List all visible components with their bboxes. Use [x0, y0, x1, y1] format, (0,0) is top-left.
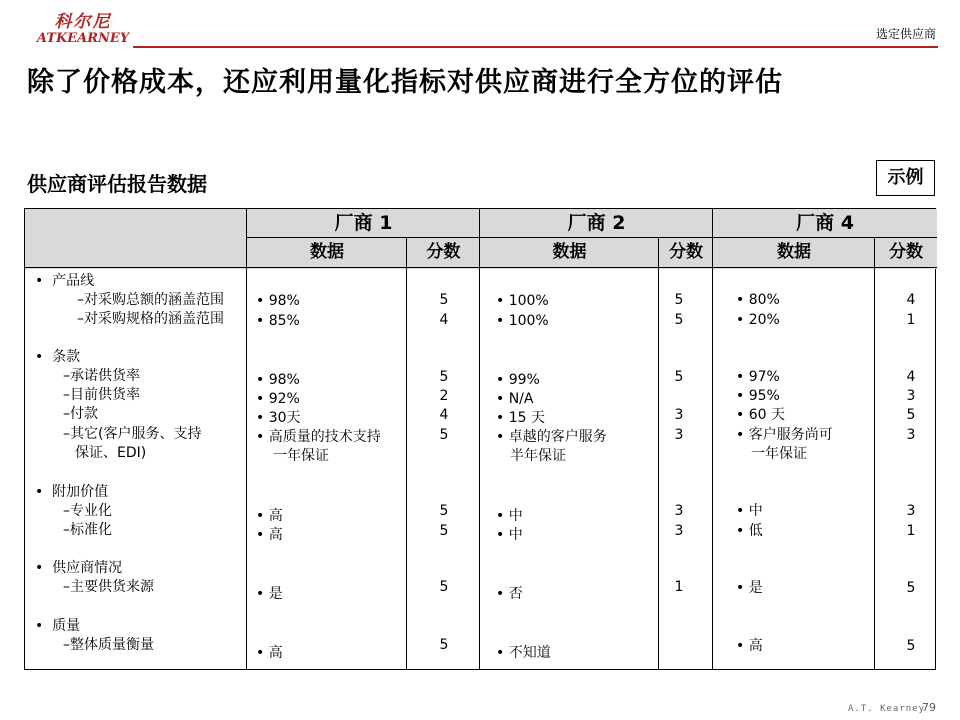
vendor4-score: 3: [906, 388, 916, 404]
vendor2-score: 5: [674, 369, 684, 385]
logo-chinese-text: 科尔尼: [54, 12, 112, 32]
vendor2-data: • 不知道: [496, 645, 551, 661]
vendor2-score: 5: [674, 292, 684, 308]
vendor4-data-cont: 一年保证: [751, 446, 807, 462]
vendor1-data: • 高: [256, 527, 283, 543]
vendor1-score: 5: [439, 503, 449, 519]
vendor1-data: • 高: [256, 645, 283, 661]
criteria-item: –对采购总额的涵盖范围: [77, 292, 224, 308]
vendor2-score: 3: [674, 503, 684, 519]
table-subtitle: 供应商评估报告数据: [27, 172, 207, 196]
vendor1-data: • 85%: [256, 313, 300, 329]
criteria-item: –专业化: [63, 503, 112, 519]
vendor2-data: • 100%: [496, 313, 549, 329]
vendor4-data: • 95%: [736, 388, 780, 404]
vendor4-data: • 低: [736, 523, 763, 539]
vendor4-score: 3: [906, 503, 916, 519]
col-header-data: 数据: [777, 242, 811, 262]
vendor2-score: 3: [674, 407, 684, 423]
criteria-item-cont: 保证、EDI): [75, 445, 147, 461]
col-divider: [246, 209, 247, 669]
col-header-score: 分数: [889, 242, 923, 262]
vendor1-score: 4: [439, 312, 449, 328]
col-divider: [658, 237, 659, 669]
vendor1-score: 5: [439, 427, 449, 443]
vendor2-data: • N/A: [496, 391, 534, 407]
supplier-evaluation-table: [24, 208, 936, 670]
vendor4-score: 1: [906, 312, 916, 328]
vendor4-score: 3: [906, 427, 916, 443]
vendor-header: 厂商 2: [567, 212, 626, 234]
vendor2-score: 3: [674, 427, 684, 443]
vendor1-data: • 98%: [256, 372, 300, 388]
criteria-item: –付款: [63, 406, 98, 422]
vendor4-score: 5: [906, 638, 916, 654]
col-header-data: 数据: [310, 242, 344, 262]
col-header-score: 分数: [426, 242, 461, 262]
criteria-category: • 产品线: [35, 273, 95, 289]
vendor2-data: • 中: [496, 508, 523, 524]
vendor1-data: • 高: [256, 508, 283, 524]
vendor4-score: 4: [906, 369, 916, 385]
vendor4-score: 4: [906, 292, 916, 308]
criteria-item: –其它(客户服务、支持: [63, 426, 202, 442]
criteria-category: • 质量: [35, 618, 81, 634]
col-divider: [479, 209, 480, 669]
vendor1-score: 4: [439, 407, 449, 423]
vendor4-data: • 客户服务尚可: [736, 427, 833, 443]
vendor2-data-cont: 半年保证: [510, 448, 566, 464]
vendor2-data: • 卓越的客户服务: [496, 429, 607, 445]
vendor4-score: 1: [906, 523, 916, 539]
vendor2-data: • 否: [496, 586, 523, 602]
example-badge: 示例: [876, 160, 935, 196]
vendor-header: 厂商 1: [334, 212, 393, 234]
criteria-item: –整体质量衡量: [63, 637, 154, 653]
vendor4-data: • 高: [736, 638, 763, 654]
criteria-item: –承诺供货率: [63, 368, 140, 384]
col-divider: [874, 237, 875, 669]
vendor2-data: • 99%: [496, 372, 540, 388]
vendor-header: 厂商 4: [796, 212, 854, 234]
criteria-item: –目前供货率: [63, 387, 140, 403]
criteria-category: • 附加价值: [35, 484, 109, 500]
vendor4-data: • 是: [736, 580, 763, 596]
vendor1-score: 5: [439, 292, 449, 308]
criteria-category: • 供应商情况: [35, 560, 123, 576]
page-title: 除了价格成本，还应利用量化指标对供应商进行全方位的评估: [27, 67, 783, 98]
vendor1-data: • 98%: [256, 293, 300, 309]
header-divider: [133, 46, 938, 48]
vendor1-score: 2: [439, 388, 449, 404]
vendor1-data: • 30天: [256, 410, 301, 426]
col-divider: [712, 209, 713, 669]
criteria-item: –标准化: [63, 522, 112, 538]
vendor1-data: • 92%: [256, 391, 300, 407]
vendor2-score: 1: [674, 579, 684, 595]
vendor1-score: 5: [439, 637, 449, 653]
vendor4-data: • 中: [736, 503, 763, 519]
company-logo: [28, 12, 138, 46]
col-divider: [406, 237, 407, 669]
vendor4-data: • 20%: [736, 312, 780, 328]
vendor4-score: 5: [906, 580, 916, 596]
vendor4-data: • 60 天: [736, 407, 785, 423]
vendor2-score: 5: [674, 312, 684, 328]
criteria-item: –主要供货来源: [63, 579, 154, 595]
col-header-data: 数据: [552, 242, 587, 262]
logo-english-text: ATKEARNEY: [36, 31, 130, 46]
vendor1-data: • 高质量的技术支持: [256, 429, 381, 445]
vendor4-score: 5: [906, 407, 916, 423]
vendor2-data: • 100%: [496, 293, 549, 309]
header-bottom-line: [25, 267, 937, 268]
vendor1-score: 5: [439, 579, 449, 595]
col-header-score: 分数: [669, 242, 703, 262]
vendor1-data: • 是: [256, 586, 283, 602]
page-number: 79: [922, 701, 936, 714]
criteria-item: –对采购规格的涵盖范围: [77, 311, 224, 327]
vendor2-data: • 中: [496, 527, 523, 543]
vendor4-data: • 80%: [736, 292, 780, 308]
vendor1-score: 5: [439, 523, 449, 539]
vendor2-data: • 15 天: [496, 410, 545, 426]
footer-company: A.T. Kearney: [848, 704, 926, 714]
vendor2-score: 3: [674, 523, 684, 539]
vendor4-data: • 97%: [736, 369, 780, 385]
criteria-category: • 条款: [35, 349, 81, 365]
section-name: 选定供应商: [875, 27, 936, 41]
table-header-blank: [25, 209, 247, 269]
vendor1-data-cont: 一年保证: [273, 448, 329, 464]
vendor1-score: 5: [439, 369, 449, 385]
